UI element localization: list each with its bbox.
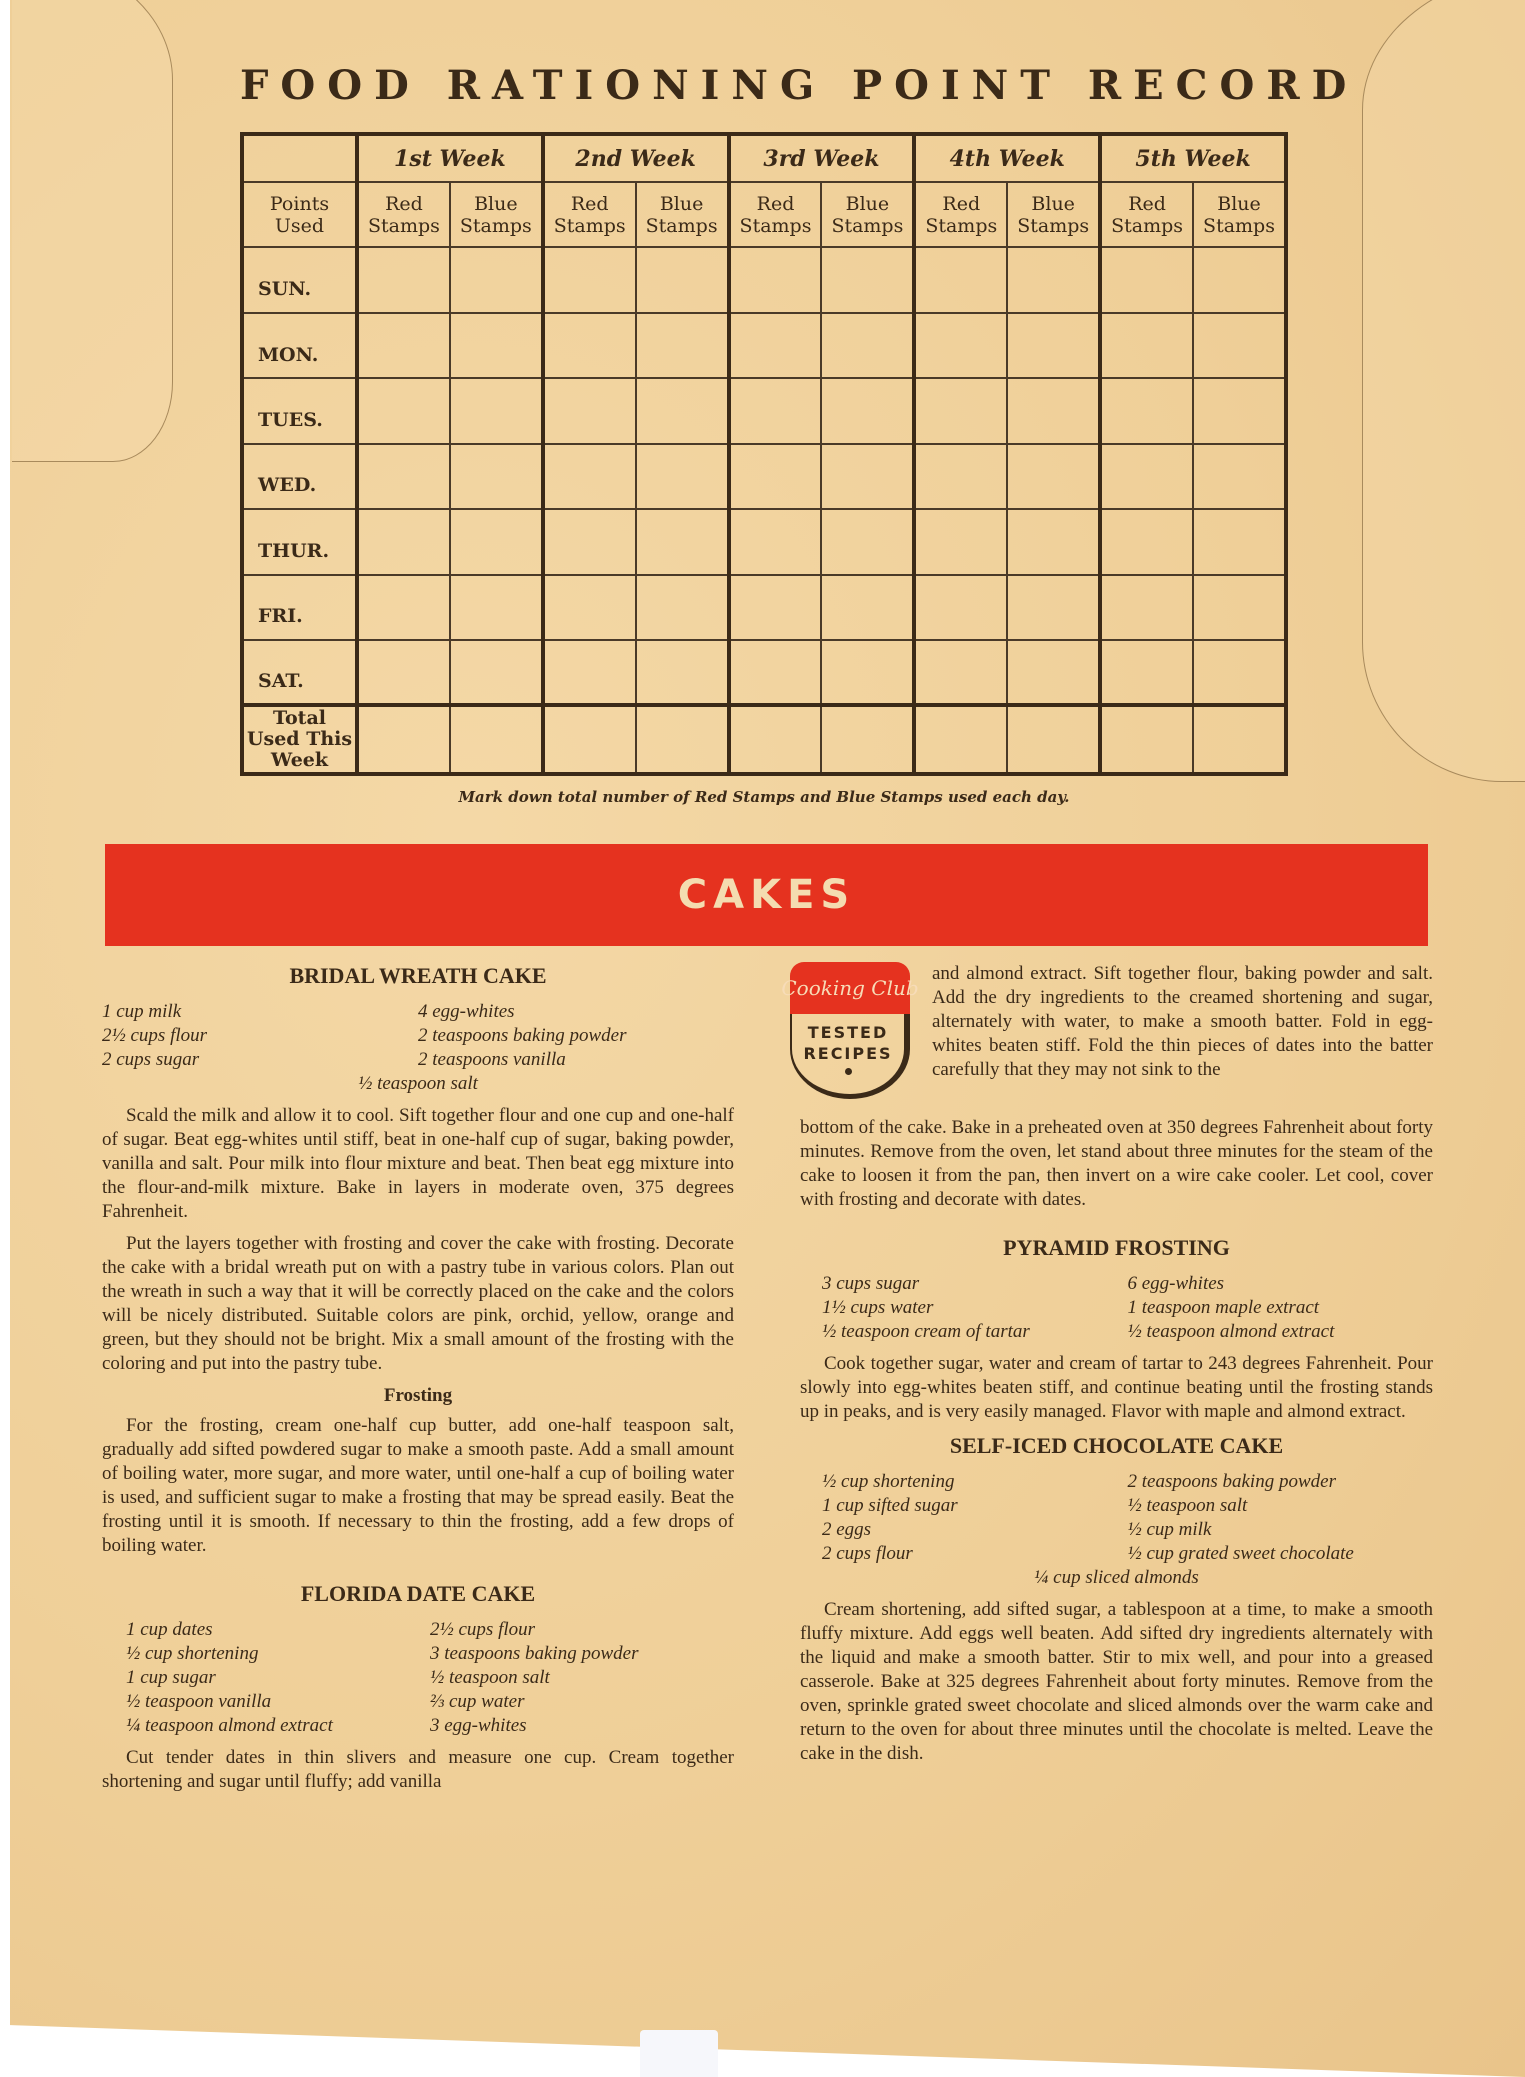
red-stamp-entry-cell[interactable] [729, 378, 822, 443]
ingredient: ½ cup shortening [822, 1471, 955, 1492]
ingredient: 6 egg-whites [1127, 1273, 1225, 1294]
day-row [242, 444, 1286, 509]
day-label: MON. [242, 313, 357, 378]
red-stamp-entry-cell[interactable] [729, 247, 822, 312]
red-stamp-entry-cell[interactable] [1100, 444, 1193, 509]
blue-stamp-entry-cell[interactable] [1193, 509, 1286, 574]
day-label: THUR. [242, 509, 357, 574]
day-label: TUES. [242, 378, 357, 443]
red-stamp-entry-cell[interactable] [1100, 640, 1193, 705]
red-stamps-header: Red Stamps [914, 182, 1007, 247]
paragraph: bottom of the cake. Bake in a preheated oven at 350 degrees Fahrenheit about forty minutes. Remove from the oven, let stand about three minutes for the steam of the cake to loosen it from the pan, then invert on a wire cake cooler. Let cool, cover with frosting and decorate with dates. [800, 1117, 1433, 1210]
red-stamp-entry-cell[interactable] [914, 575, 1007, 640]
ingredients-chocolate [800, 1470, 1433, 1566]
ingredient: ½ teaspoon vanilla [126, 1691, 272, 1712]
blue-stamp-entry-cell[interactable] [1193, 444, 1286, 509]
blue-stamp-entry-cell[interactable] [821, 444, 914, 509]
blue-stamp-entry-cell[interactable] [1193, 640, 1286, 705]
left-column [102, 962, 734, 1802]
blue-total-entry-cell[interactable] [636, 705, 729, 774]
red-stamp-entry-cell[interactable] [914, 247, 1007, 312]
ingredient: 2 eggs [822, 1519, 872, 1540]
florida-directions-start [102, 1746, 734, 1794]
day-row [242, 509, 1286, 574]
ingredient: 2½ cups flour [102, 1025, 208, 1046]
red-stamp-entry-cell[interactable] [543, 640, 636, 705]
section-banner [105, 844, 1428, 946]
red-total-entry-cell[interactable] [357, 705, 450, 774]
ingredient: ½ teaspoon salt [430, 1667, 550, 1688]
red-stamp-entry-cell[interactable] [357, 575, 450, 640]
badge-line2: RECIPES [803, 1044, 893, 1063]
rationing-record-table [240, 132, 1288, 776]
week-header: 1st Week [357, 134, 543, 182]
red-stamp-entry-cell[interactable] [543, 575, 636, 640]
blue-stamp-entry-cell[interactable] [636, 444, 729, 509]
red-stamp-entry-cell[interactable] [357, 378, 450, 443]
blue-stamp-entry-cell[interactable] [821, 247, 914, 312]
badge-header [781, 962, 919, 1014]
paragraph: Cook together sugar, water and cream of tartar to 243 degrees Fahrenheit. Pour slowly into egg-whites beaten stiff, and continue beating until the frosting stands up in peaks, and is very easily managed. Flavor with maple and almond extract. [800, 1353, 1433, 1422]
ingredients-florida [102, 1618, 734, 1738]
ingredients-chocolate-left [822, 1470, 1128, 1566]
ingredient: 1 cup sugar [126, 1667, 216, 1688]
day-label: FRI. [242, 575, 357, 640]
red-stamp-entry-cell[interactable] [543, 313, 636, 378]
badge-line1: TESTED [807, 1023, 889, 1042]
day-row [242, 247, 1286, 312]
red-stamp-entry-cell[interactable] [357, 444, 450, 509]
blue-total-entry-cell[interactable] [1007, 705, 1100, 774]
pyramid-directions [800, 1352, 1433, 1424]
paragraph: Cut tender dates in thin slivers and measure one cup. Cream together shortening and sugar until fluffy; add vanilla [102, 1747, 734, 1792]
red-stamp-entry-cell[interactable] [1100, 575, 1193, 640]
ingredient: 2 teaspoons baking powder [1127, 1471, 1336, 1492]
ingredients-pyramid-right [1128, 1272, 1434, 1344]
frosting-directions [102, 1414, 734, 1558]
ingredient-bridal-center: ½ teaspoon salt [358, 1073, 478, 1094]
blue-stamp-entry-cell[interactable] [1007, 247, 1100, 312]
ingredient: ½ cup grated sweet chocolate [1127, 1543, 1354, 1564]
corner-cell [242, 134, 357, 182]
week-header: 3rd Week [729, 134, 915, 182]
day-row [242, 575, 1286, 640]
spacer [102, 1566, 734, 1580]
red-stamp-entry-cell[interactable] [729, 313, 822, 378]
ingredients-bridal-left [102, 1000, 418, 1072]
ingredients-florida-left [126, 1618, 430, 1738]
blue-stamp-entry-cell[interactable] [821, 378, 914, 443]
red-stamp-entry-cell[interactable] [729, 575, 822, 640]
red-total-entry-cell[interactable] [914, 705, 1007, 774]
day-label: WED. [242, 444, 357, 509]
blue-stamp-entry-cell[interactable] [821, 575, 914, 640]
ingredient-chocolate-center: ¼ cup sliced almonds [1034, 1567, 1199, 1588]
blue-stamp-entry-cell[interactable] [821, 313, 914, 378]
florida-directions-cont [781, 962, 1433, 1082]
ingredient: ½ teaspoon almond extract [1127, 1321, 1335, 1342]
spacer [800, 1220, 1433, 1234]
ingredient: 1 cup milk [102, 1001, 182, 1022]
red-stamp-entry-cell[interactable] [357, 509, 450, 574]
day-row [242, 378, 1286, 443]
blue-stamp-entry-cell[interactable] [636, 247, 729, 312]
blue-stamp-entry-cell[interactable] [1007, 575, 1100, 640]
day-row [242, 640, 1286, 705]
section-title: CAKES [677, 872, 856, 918]
day-row [242, 313, 1286, 378]
red-stamp-entry-cell[interactable] [1100, 509, 1193, 574]
ingredient: 3 egg-whites [430, 1715, 527, 1736]
red-total-entry-cell[interactable] [543, 705, 636, 774]
ingredient: ¼ teaspoon almond extract [126, 1715, 333, 1736]
week-header: 5th Week [1100, 134, 1286, 182]
red-stamp-entry-cell[interactable] [543, 509, 636, 574]
paragraph: Cream shortening, add sifted sugar, a tablespoon at a time, to make a smooth fluffy mixture. Add eggs well beaten. Add sifted dry ingredients alternately with the liquid and make a smooth batter. Stir to mix well, and pour into a greased casserole. Bake at 325 degrees Fahrenheit about forty minutes. Remove from the oven, sprinkle grated sweet chocolate and sliced almonds over the warm cake and return to the oven for about three minutes until the chocolate is melted. Leave the cake in the dish. [800, 1599, 1433, 1764]
blue-stamp-entry-cell[interactable] [1007, 509, 1100, 574]
red-stamps-header: Red Stamps [357, 182, 450, 247]
blue-stamp-entry-cell[interactable] [450, 378, 543, 443]
ingredient: 2 cups flour [822, 1543, 913, 1564]
paragraph: For the frosting, cream one-half cup butter, add one-half teaspoon salt, gradually add sifted powdered sugar to make a smooth paste. Add a small amount of boiling water, more sugar, and more water, until one-half a cup of boiling water is used, and sufficient sugar to make a frosting that may be spread easily. Beat the frosting until it is smooth. If necessary to thin the frosting, add a few drops of boiling water. [102, 1415, 734, 1556]
blue-stamp-entry-cell[interactable] [450, 575, 543, 640]
blue-stamp-entry-cell[interactable] [821, 640, 914, 705]
envelope-flap-left [12, 0, 173, 462]
ingredients-florida-right [430, 1618, 734, 1738]
blue-total-entry-cell[interactable] [450, 705, 543, 774]
ingredients-bridal-right [418, 1000, 734, 1072]
red-stamp-entry-cell[interactable] [914, 378, 1007, 443]
red-stamp-entry-cell[interactable] [543, 247, 636, 312]
red-stamps-header: Red Stamps [1100, 182, 1193, 247]
red-stamp-entry-cell[interactable] [914, 444, 1007, 509]
blue-stamp-entry-cell[interactable] [450, 509, 543, 574]
right-column [781, 962, 1433, 1774]
blue-stamps-header: Blue Stamps [636, 182, 729, 247]
blue-stamps-header: Blue Stamps [450, 182, 543, 247]
blue-stamp-entry-cell[interactable] [636, 640, 729, 705]
blue-stamp-entry-cell[interactable] [636, 509, 729, 574]
red-stamp-entry-cell[interactable] [729, 444, 822, 509]
blue-stamps-header: Blue Stamps [1007, 182, 1100, 247]
blue-stamps-header: Blue Stamps [821, 182, 914, 247]
bridal-directions [102, 1104, 734, 1376]
red-stamp-entry-cell[interactable] [357, 313, 450, 378]
red-stamp-entry-cell[interactable] [543, 444, 636, 509]
paragraph: and almond extract. Sift together flour, baking powder and salt. Add the dry ingredients to the creamed shortening and sugar, alternately with water, to make a smooth batter. Fold in egg-whites beaten stiff. Fold the thin pieces of dates into the batter carefully that they may not sink to the [932, 963, 1433, 1080]
chocolate-directions [800, 1598, 1433, 1766]
blue-stamp-entry-cell[interactable] [1007, 640, 1100, 705]
page-notch [640, 2030, 718, 2077]
blue-stamp-entry-cell[interactable] [636, 313, 729, 378]
blue-total-entry-cell[interactable] [1193, 705, 1286, 774]
paragraph: Scald the milk and allow it to cool. Sift together flour and one cup and one-half of sugar. Beat egg-whites until stiff, beat in one-half cup of sugar, baking powder, vanilla and salt. Pour milk into flour mixture and beat. Then beat egg mixture into the flour-and-milk mixture. Bake in layers in moderate oven, 375 degrees Fahrenheit. [102, 1105, 734, 1222]
red-stamp-entry-cell[interactable] [729, 640, 822, 705]
recipe-title-pyramid: PYRAMID FROSTING [1003, 1235, 1230, 1260]
ingredient: ½ cup shortening [126, 1643, 259, 1664]
day-label: SUN. [242, 247, 357, 312]
red-total-entry-cell[interactable] [729, 705, 822, 774]
day-label: SAT. [242, 640, 357, 705]
week-header: 2nd Week [543, 134, 729, 182]
blue-stamp-entry-cell[interactable] [636, 575, 729, 640]
recipe-title-chocolate: SELF-ICED CHOCOLATE CAKE [949, 1433, 1284, 1458]
blue-stamp-entry-cell[interactable] [1193, 247, 1286, 312]
blue-stamp-entry-cell[interactable] [1007, 444, 1100, 509]
ingredient: 2 teaspoons baking powder [418, 1025, 627, 1046]
red-stamp-entry-cell[interactable] [1100, 247, 1193, 312]
florida-directions-cont-bottom [800, 1116, 1433, 1212]
frosting-subtitle: Frosting [383, 1385, 453, 1406]
ingredient: 2½ cups flour [430, 1619, 536, 1640]
red-stamp-entry-cell[interactable] [914, 509, 1007, 574]
ingredients-chocolate-right [1128, 1470, 1434, 1566]
ingredient: 3 teaspoons baking powder [430, 1643, 639, 1664]
red-stamp-entry-cell[interactable] [543, 378, 636, 443]
red-stamp-entry-cell[interactable] [1100, 313, 1193, 378]
ingredient: 1½ cups water [822, 1297, 934, 1318]
ingredient: ½ teaspoon salt [1127, 1495, 1248, 1516]
ingredient: ½ teaspoon cream of tartar [822, 1321, 1030, 1342]
ingredient: 2 cups sugar [102, 1049, 200, 1070]
ingredient: 1 teaspoon maple extract [1127, 1297, 1320, 1318]
red-stamp-entry-cell[interactable] [914, 313, 1007, 378]
ingredient: ⅔ cup water [430, 1691, 525, 1712]
red-stamp-entry-cell[interactable] [1100, 378, 1193, 443]
red-stamp-entry-cell[interactable] [357, 247, 450, 312]
cooking-club-badge [781, 962, 919, 1112]
ingredients-bridal [102, 1000, 734, 1072]
blue-stamp-entry-cell[interactable] [821, 509, 914, 574]
ingredient: 1 cup dates [126, 1619, 213, 1640]
points-used-label: Points Used [242, 182, 357, 247]
blue-stamp-entry-cell[interactable] [1007, 313, 1100, 378]
blue-stamp-entry-cell[interactable] [636, 378, 729, 443]
ingredients-pyramid [800, 1272, 1433, 1344]
recipe-title-bridal: BRIDAL WREATH CAKE [289, 963, 547, 988]
total-label: Total Used This Week [242, 705, 357, 774]
blue-stamp-entry-cell[interactable] [1193, 575, 1286, 640]
badge-dot-icon [845, 1068, 852, 1075]
blue-stamp-entry-cell[interactable] [1007, 378, 1100, 443]
record-instruction: Mark down total number of Red Stamps and Blue Stamps used each day. [458, 788, 1070, 806]
badge-shield [790, 1014, 910, 1099]
blue-stamp-entry-cell[interactable] [1193, 378, 1286, 443]
envelope-flap-right [1362, 0, 1525, 782]
blue-stamp-entry-cell[interactable] [450, 444, 543, 509]
ingredient: 1 cup sifted sugar [822, 1495, 958, 1516]
blue-stamp-entry-cell[interactable] [450, 640, 543, 705]
red-total-entry-cell[interactable] [1100, 705, 1193, 774]
red-stamp-entry-cell[interactable] [357, 640, 450, 705]
red-stamps-header: Red Stamps [543, 182, 636, 247]
red-stamps-header: Red Stamps [729, 182, 822, 247]
ingredient: 4 egg-whites [418, 1001, 515, 1022]
red-stamp-entry-cell[interactable] [914, 640, 1007, 705]
blue-stamp-entry-cell[interactable] [450, 313, 543, 378]
badge-script: Cooking Club [781, 976, 919, 1000]
ingredient: 3 cups sugar [822, 1273, 920, 1294]
record-title: FOOD RATIONING POINT RECORD [240, 62, 1359, 109]
blue-stamps-header: Blue Stamps [1193, 182, 1286, 247]
recipe-title-florida: FLORIDA DATE CAKE [300, 1581, 536, 1606]
blue-total-entry-cell[interactable] [821, 705, 914, 774]
blue-stamp-entry-cell[interactable] [1193, 313, 1286, 378]
ingredients-pyramid-left [822, 1272, 1128, 1344]
ingredient: ½ cup milk [1127, 1519, 1212, 1540]
paragraph: Put the layers together with frosting and cover the cake with frosting. Decorate the cake with a bridal wreath put on with a pastry tube in various colors. Plan out the wreath in such a way that it will be correctly placed on the cake and the colors will be nicely distributed. Suitable colors are pink, orchid, yellow, orange and green, but they should not be bright. Mix a small amount of the frosting with the coloring and put into the pastry tube. [102, 1233, 734, 1374]
blue-stamp-entry-cell[interactable] [450, 247, 543, 312]
ingredient: 2 teaspoons vanilla [418, 1049, 566, 1070]
red-stamp-entry-cell[interactable] [729, 509, 822, 574]
week-header: 4th Week [914, 134, 1100, 182]
